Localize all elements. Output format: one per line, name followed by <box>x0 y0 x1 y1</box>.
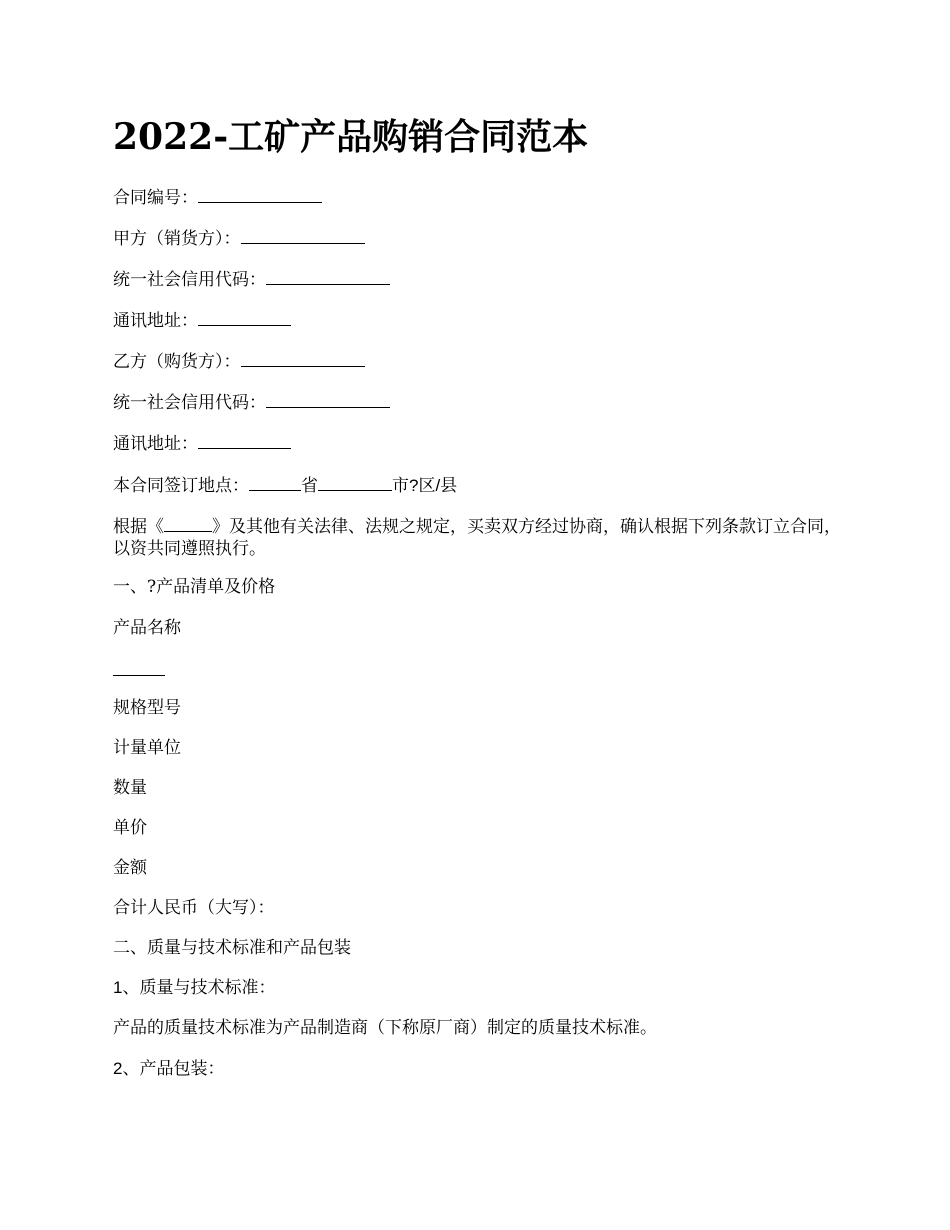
intro-prefix: 根据《 <box>113 517 164 537</box>
field-unit: 计量单位 <box>113 738 181 758</box>
item-1-label: 、质量与技术标准： <box>122 978 276 998</box>
party-a-credit-code-blank[interactable] <box>266 266 390 285</box>
province-blank[interactable] <box>249 472 301 491</box>
field-quantity: 数量 <box>113 778 147 798</box>
party-a-credit-code-label: 统一社会信用代码： <box>113 270 266 290</box>
field-model: 规格型号 <box>113 698 181 718</box>
party-a-address-label: 通讯地址： <box>113 311 198 331</box>
item-2-number: 2 <box>113 1059 123 1078</box>
party-b-address-label: 通讯地址： <box>113 434 198 454</box>
item-1-heading <box>113 977 275 999</box>
contract-number-label: 合同编号： <box>113 188 198 208</box>
field-product-name: 产品名称 <box>113 618 181 638</box>
section-1-heading: 一、?产品清单及价格 <box>113 577 276 597</box>
item-2-heading <box>113 1058 224 1080</box>
province-label: 省 <box>301 476 318 496</box>
contract-number-line <box>113 184 322 209</box>
party-b-credit-code-blank[interactable] <box>266 389 390 408</box>
party-b-blank[interactable] <box>241 348 365 367</box>
party-a-credit-code-line <box>113 266 390 291</box>
field-amount: 金额 <box>113 858 147 878</box>
document-title: 2022-工矿产品购销合同范本 <box>113 116 589 158</box>
product-name-blank[interactable] <box>113 675 165 676</box>
party-b-address-line <box>113 430 291 455</box>
party-a-address-line <box>113 307 291 332</box>
city-blank[interactable] <box>318 472 392 491</box>
total-rmb-label: 合计人民币（大写）： <box>113 898 275 918</box>
sign-place-label: 本合同签订地点： <box>113 476 249 496</box>
field-unit-price: 单价 <box>113 818 147 838</box>
party-b-address-blank[interactable] <box>198 430 291 449</box>
item-1-number: 1 <box>113 978 123 997</box>
section-2-heading: 二、质量与技术标准和产品包装 <box>113 938 351 958</box>
intro-suffix: 》及其他有关法律、法规之规定，买卖双方经过协商，确认根据下列条款订立合同，以资共同遵照执行。 <box>113 517 841 559</box>
item-1-body: 产品的质量技术标准为产品制造商（下称原厂商）制定的质量技术标准。 <box>113 1018 657 1038</box>
contract-number-blank[interactable] <box>198 184 322 203</box>
party-b-credit-code-label: 统一社会信用代码： <box>113 393 266 413</box>
item-2-label: 、产品包装： <box>122 1059 225 1079</box>
party-b-label: 乙方（购货方）： <box>113 352 241 372</box>
party-a-line <box>113 225 365 250</box>
party-a-address-blank[interactable] <box>198 307 291 326</box>
law-name-blank[interactable] <box>164 513 212 532</box>
party-b-credit-code-line <box>113 389 390 414</box>
party-b-line <box>113 348 365 373</box>
sign-place-line <box>113 472 457 497</box>
city-district-label: 市?区/县 <box>392 476 458 495</box>
intro-paragraph <box>113 513 841 560</box>
party-a-label: 甲方（销货方）： <box>113 229 241 249</box>
party-a-blank[interactable] <box>241 225 365 244</box>
